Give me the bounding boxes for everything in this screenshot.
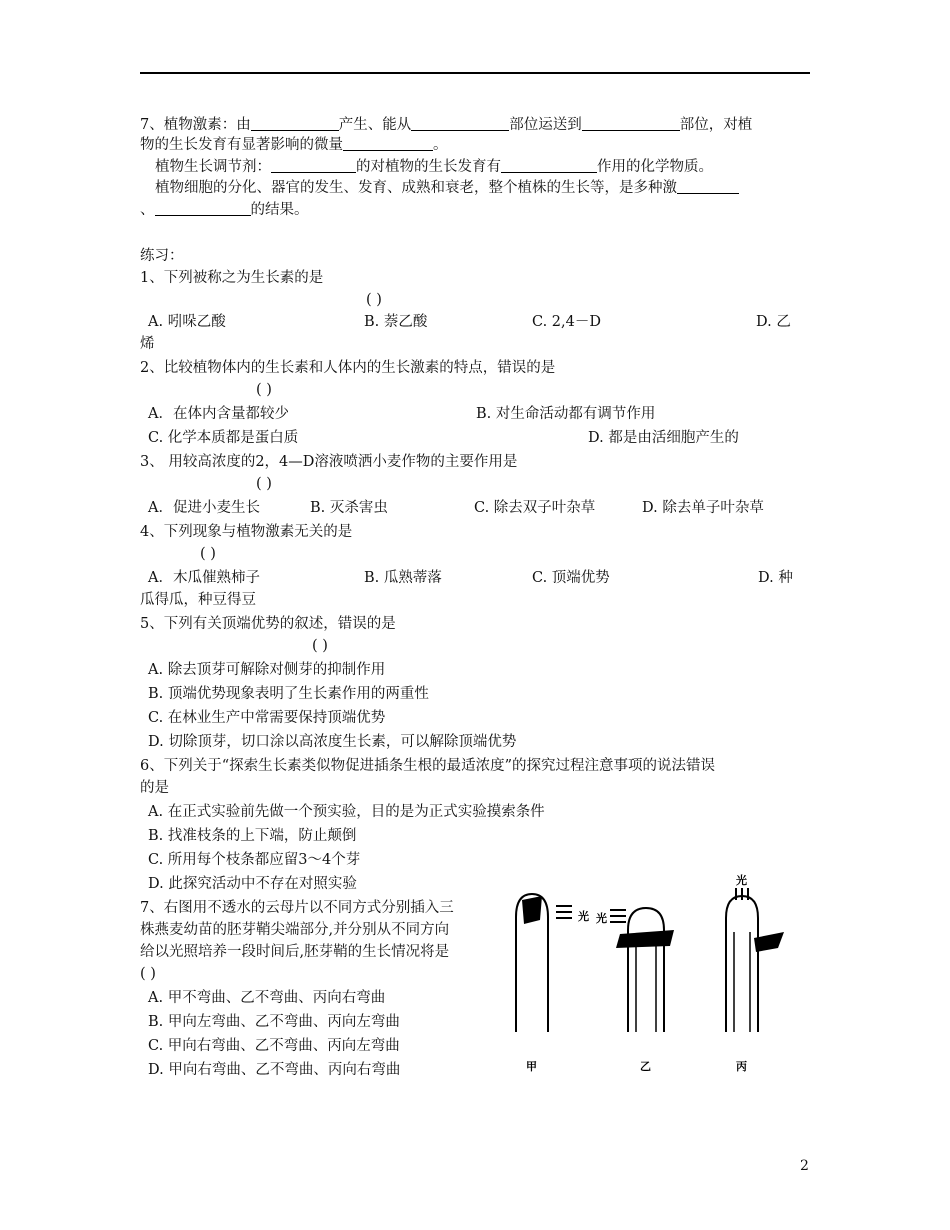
q3-option-a: A．促进小麦生长 bbox=[148, 500, 260, 516]
coleoptile-figure bbox=[508, 872, 808, 1087]
definition-line-1: 7、植物激素：由 产生、能从 部位运送到 部位，对植 bbox=[140, 117, 753, 133]
blank bbox=[501, 158, 597, 173]
question-6-stem-continued: 的是 bbox=[140, 780, 169, 796]
question-3-stem: 3、 用较高浓度的2，4—D溶液喷洒小麦作物的主要作用是 bbox=[140, 454, 518, 470]
blank bbox=[677, 179, 739, 194]
q1-option-a: A. 吲哚乙酸 bbox=[148, 314, 226, 330]
blank bbox=[582, 116, 680, 131]
answer-paren: ( ) bbox=[200, 546, 216, 562]
header-rule bbox=[140, 72, 810, 74]
q3-option-d: D. 除去单子叶杂草 bbox=[642, 500, 764, 516]
blank bbox=[155, 201, 251, 216]
practice-title: 练习： bbox=[140, 248, 184, 264]
q7-option-b: B. 甲向左弯曲、乙不弯曲、丙向左弯曲 bbox=[148, 1014, 400, 1030]
question-2-stem: 2、比较植物体内的生长素和人体内的生长激素的特点，错误的是 bbox=[140, 360, 556, 376]
q1-option-d-continued: 烯 bbox=[140, 336, 155, 352]
label-yi: 乙 bbox=[640, 1060, 651, 1073]
mica-plate bbox=[616, 930, 674, 948]
answer-paren: ( ) bbox=[312, 638, 328, 654]
q2-option-d: D. 都是由活细胞产生的 bbox=[588, 430, 739, 446]
question-6-stem: 6、下列关于“探索生长素类似物促进插条生根的最适浓度”的探究过程注意事项的说法错误 bbox=[140, 758, 716, 774]
light-label: 光 bbox=[578, 910, 589, 923]
q4-option-d-continued: 瓜得瓜，种豆得豆 bbox=[140, 592, 256, 608]
q6-option-a: A. 在正式实验前先做一个预实验，目的是为正式实验摸索条件 bbox=[148, 804, 545, 820]
question-7-stem-2: 株燕麦幼苗的胚芽鞘尖端部分,并分别从不同方向 bbox=[140, 922, 450, 938]
q6-option-d: D. 此探究活动中不存在对照实验 bbox=[148, 876, 357, 892]
light-label: 光 bbox=[736, 874, 747, 887]
question-4-stem: 4、下列现象与植物激素无关的是 bbox=[140, 524, 353, 540]
question-1-stem: 1、下列被称之为生长素的是 bbox=[140, 270, 324, 286]
answer-paren: ( ) bbox=[140, 966, 156, 982]
q6-option-c: C. 所用每个枝条都应留3～4个芽 bbox=[148, 852, 361, 868]
blank bbox=[343, 136, 433, 151]
q2-option-b: B. 对生命活动都有调节作用 bbox=[476, 406, 656, 422]
q3-option-c: C. 除去双子叶杂草 bbox=[474, 500, 596, 516]
answer-paren: ( ) bbox=[256, 382, 272, 398]
blank bbox=[251, 116, 339, 131]
light-label: 光 bbox=[596, 912, 607, 925]
label-jia: 甲 bbox=[526, 1060, 537, 1073]
definition-line-5: 、 的结果。 bbox=[140, 202, 309, 218]
q7-option-d: D. 甲向右弯曲、乙不弯曲、丙向右弯曲 bbox=[148, 1062, 401, 1078]
q5-option-b: B. 顶端优势现象表明了生长素作用的两重性 bbox=[148, 686, 429, 702]
q1-option-d: D. 乙 bbox=[756, 314, 791, 330]
blank bbox=[411, 116, 509, 131]
definition-line-2: 物的生长发育有显著影响的微量 。 bbox=[140, 137, 448, 153]
blank bbox=[271, 158, 356, 173]
label-bing: 丙 bbox=[736, 1060, 747, 1073]
definition-line-4: 植物细胞的分化、器官的发生、发育、成熟和衰老，整个植株的生长等，是多种激 bbox=[155, 178, 739, 198]
question-7-stem-3: 给以光照培养一段时间后,胚芽鞘的生长情况将是 bbox=[140, 944, 450, 960]
q7-option-a: A. 甲不弯曲、乙不弯曲、丙向右弯曲 bbox=[148, 990, 386, 1006]
question-7-stem-1: 7、右图用不透水的云母片以不同方式分别插入三 bbox=[140, 900, 454, 916]
q5-option-a: A. 除去顶芽可解除对侧芽的抑制作用 bbox=[148, 662, 386, 678]
q4-option-c: C. 顶端优势 bbox=[532, 570, 610, 586]
page-number: 2 bbox=[800, 1158, 809, 1174]
q5-option-c: C. 在林业生产中常需要保持顶端优势 bbox=[148, 710, 386, 726]
q1-option-c: C. 2,4－D bbox=[532, 314, 601, 330]
q2-option-a: A．在体内含量都较少 bbox=[148, 406, 289, 422]
q4-option-a: A．木瓜催熟柿子 bbox=[148, 570, 260, 586]
q5-option-d: D. 切除顶芽，切口涂以高浓度生长素，可以解除顶端优势 bbox=[148, 734, 517, 750]
q4-option-d: D. 种 bbox=[758, 570, 793, 586]
mica-plate bbox=[522, 896, 542, 924]
q1-option-b: B. 萘乙酸 bbox=[364, 314, 428, 330]
q3-option-b: B. 灭杀害虫 bbox=[310, 500, 388, 516]
definition-line-3: 植物生长调节剂： 的对植物的生长发育有 作用的化学物质。 bbox=[155, 159, 713, 175]
q2-option-c: C. 化学本质都是蛋白质 bbox=[148, 430, 299, 446]
q6-option-b: B. 找准枝条的上下端，防止颠倒 bbox=[148, 828, 357, 844]
question-5-stem: 5、下列有关顶端优势的叙述，错误的是 bbox=[140, 616, 396, 632]
q4-option-b: B. 瓜熟蒂落 bbox=[364, 570, 442, 586]
q7-option-c: C. 甲向右弯曲、乙不弯曲、丙向左弯曲 bbox=[148, 1038, 400, 1054]
answer-paren: ( ) bbox=[366, 292, 382, 308]
answer-paren: ( ) bbox=[256, 476, 272, 492]
